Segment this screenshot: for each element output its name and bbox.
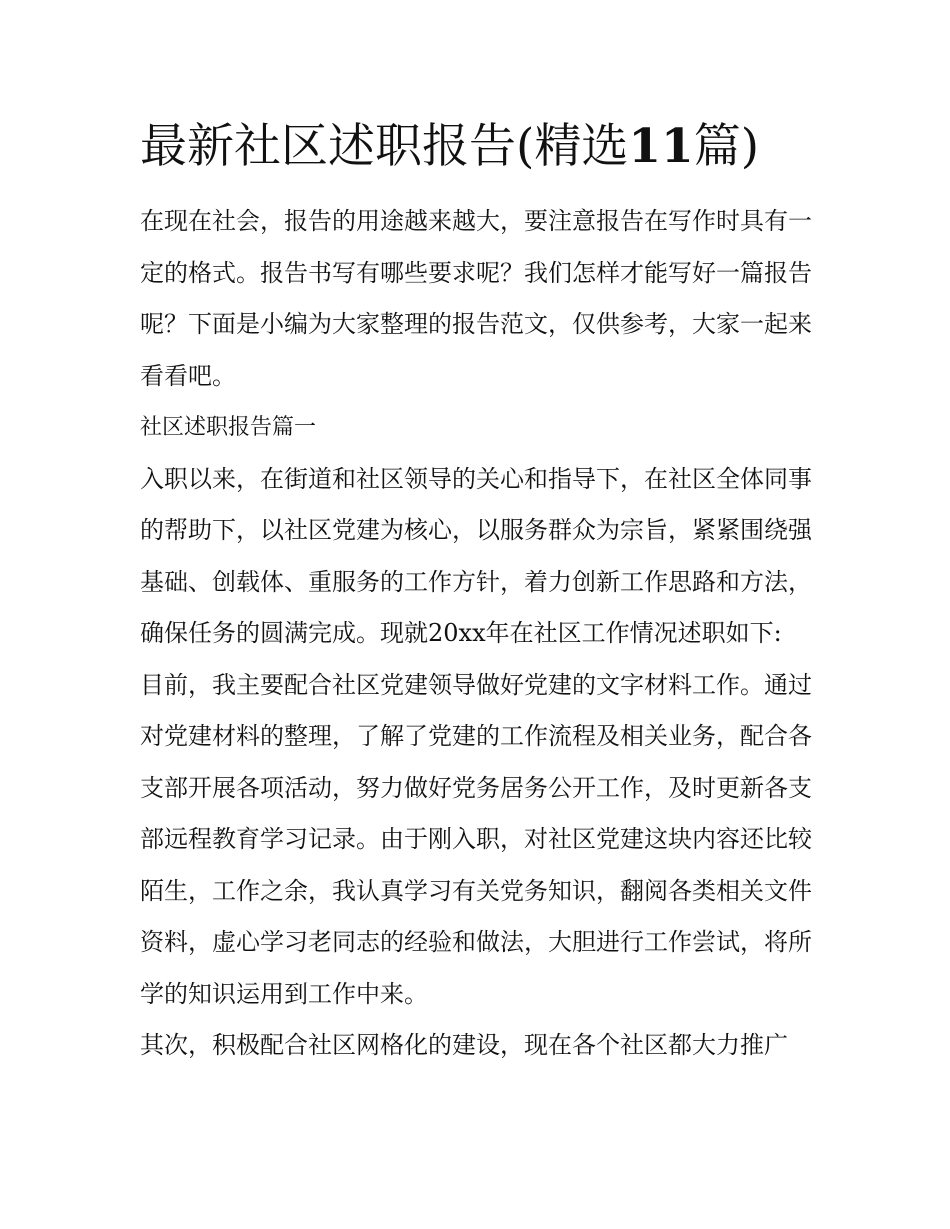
document-body (140, 196, 812, 1072)
body-paragraph: 其次，积极配合社区网格化的建设，现在各个社区都大力推广 (140, 1031, 788, 1059)
document-title (140, 118, 820, 176)
title-number: 11 (628, 119, 694, 174)
title-text: 最新社区述职报告(精选 (140, 119, 629, 174)
title-suffix: 篇) (693, 119, 760, 174)
intro-paragraph: 在现在社会，报告的用途越来越大，要注意报告在写作时具有一定的格式。报告书写有哪些要求呢？我们怎样才能写好一篇报告呢？下面是小编为大家整理的报告范文，仅供参考，大家一起来看看吧。 (140, 207, 812, 390)
section-heading: 社区述职报告篇一 (140, 415, 317, 440)
body-paragraph: 目前，我主要配合社区党建领导做好党建的文字材料工作。通过对党建材料的整理，了解了党建的工作流程及相关业务，配合各支部开展各项活动，努力做好党务居务公开工作，及时更新各支部远程教育学习记录。由于刚入职，对社区党建这块内容还比较陌生，工作之余，我认真学习有关党务知识，翻阅各类相关文件资料，虚心学习老同志的经验和做法，大胆进行工作尝试，将所学的知识运用到工作中来。 (140, 670, 812, 1008)
body-paragraph: 入职以来，在街道和社区领导的关心和指导下，在社区全体同事的帮助下，以社区党建为核心，以服务群众为宗旨，紧紧围绕强基础、创载体、重服务的工作方针，着力创新工作思路和方法，确保任务的圆满完成。现就20xx年在社区工作情况述职如下: (140, 464, 812, 647)
